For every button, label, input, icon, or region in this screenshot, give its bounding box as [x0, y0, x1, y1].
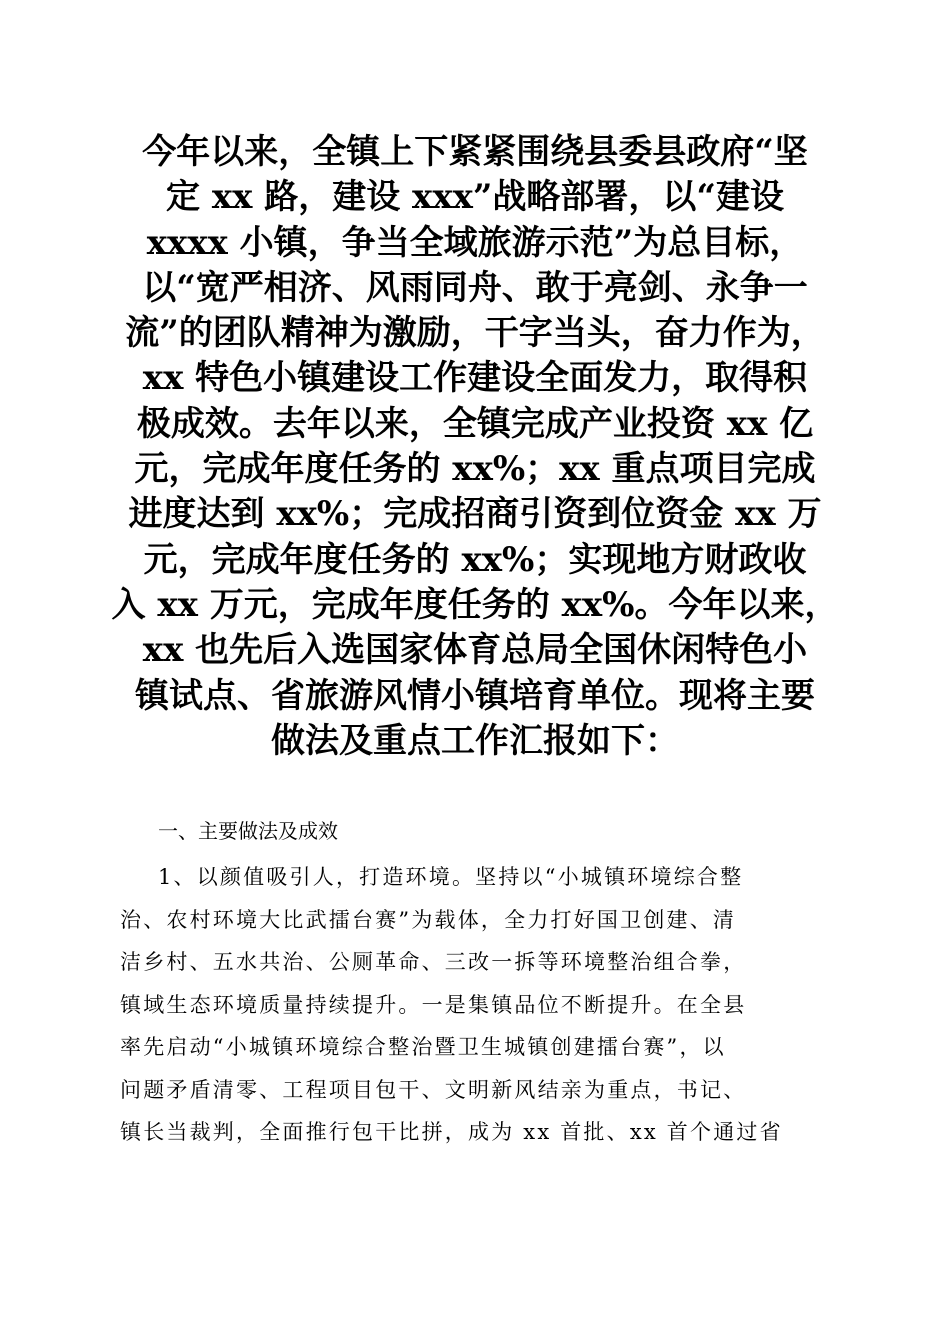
intro-line: 极成效。去年以来，全镇完成产业投资 xx 亿 [136, 403, 814, 444]
intro-line: 元，完成年度任务的 xx%；xx 重点项目完成 [134, 449, 816, 490]
body-line: 镇域生态环境质量持续提升。一是集镇品位不断提升。在全县 [120, 992, 747, 1017]
intro-paragraph [110, 130, 840, 764]
intro-line: 元，完成年度任务的 xx%；实现地方财政收 [143, 539, 807, 580]
intro-line: 今年以来，全镇上下紧紧围绕县委县政府“坚 [142, 132, 808, 172]
intro-line: 做法及重点工作汇报如下： [271, 720, 679, 761]
intro-line: 入 xx 万元，完成年度任务的 xx%。今年以来， [111, 584, 839, 625]
body-line: 1、以颜值吸引人，打造环境。坚持以“小城镇环境综合整 [158, 865, 744, 889]
intro-line: 进度达到 xx%；完成招商引资到位资金 xx 万 [128, 494, 822, 535]
intro-line: xxxx 小镇，争当全域旅游示范”为总目标， [146, 222, 804, 263]
body-line: 治、农村环境大比武擂台赛”为载体，全力打好国卫创建、清 [120, 907, 737, 932]
intro-line: xx 也先后入选国家体育总局全国休闲特色小 [142, 630, 808, 671]
body-line: 洁乡村、五水共治、公厕革命、三改一拆等环境整治组合拳， [120, 950, 747, 974]
intro-line: xx 特色小镇建设工作建设全面发力，取得积 [142, 358, 808, 399]
section-heading: 一、主要做法及成效 [158, 819, 338, 843]
intro-line: 镇试点、省旅游风情小镇培育单位。现将主要 [135, 675, 815, 716]
intro-line: 以“宽严相济、风雨同舟、敢于亮剑、永争一 [142, 267, 808, 308]
intro-line: 定 xx 路，建设 xxx”战略部署，以“建设 [166, 177, 784, 218]
body-line: 率先启动“小城镇环境综合整治暨卫生城镇创建擂台赛”，以 [120, 1035, 726, 1059]
body-line: 镇长当裁判，全面推行包干比拼，成为 xx 首批、xx 首个通过省 [120, 1120, 783, 1144]
body-paragraph [120, 856, 830, 1154]
intro-line: 流”的团队精神为激励，干字当头，奋力作为， [125, 313, 825, 354]
body-line: 问题矛盾清零、工程项目包干、文明新风结亲为重点，书记、 [120, 1077, 747, 1102]
